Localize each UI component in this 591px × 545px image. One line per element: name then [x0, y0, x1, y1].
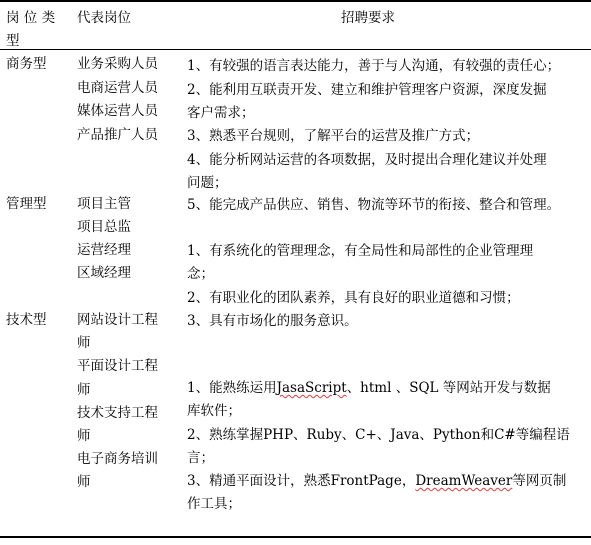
position-item: 项目总监 [77, 219, 131, 235]
header-type-line2: 型 [6, 33, 20, 49]
position-item: 产品推广人员 [77, 127, 158, 143]
position-item: 业务采购人员 [77, 56, 158, 72]
position-item: 师 [77, 382, 91, 398]
requirement-text: 等网页制 [512, 473, 567, 489]
position-item: 电商运营人员 [77, 80, 158, 96]
header-requirements: 招聘要求 [341, 10, 395, 26]
requirement-text: 1、能熟练运用 [187, 380, 277, 396]
requirement-line [187, 380, 551, 396]
requirement-line [187, 473, 566, 489]
position-item: 平面设计工程 [77, 358, 158, 374]
header-positions: 代表岗位 [77, 10, 131, 26]
requirement-line: 1、有较强的语言表达能力，善于与人沟通，有较强的责任心； [187, 58, 561, 74]
requirement-line: 4、能分析网站运营的各项数据，及时提出合理化建议并处理 [187, 152, 547, 168]
requirement-line: 3、熟悉平台规则，了解平台的运营及推广方式； [187, 128, 480, 144]
requirement-line: 作工具； [187, 496, 241, 512]
position-item: 运营经理 [77, 242, 131, 258]
position-item: 师 [77, 474, 91, 490]
requirement-line: 2、有职业化的团队素养，具有良好的职业道德和习惯； [187, 290, 520, 306]
spellcheck-word: JasaScript [276, 380, 347, 396]
requirement-line: 言； [187, 450, 214, 466]
requirement-line: 2、能利用互联责开发、建立和维护管理客户资源，深度发掘 [187, 82, 547, 98]
row-type-technical: 技术型 [6, 312, 47, 328]
position-item: 师 [77, 335, 91, 351]
position-item: 技术支持工程 [77, 405, 158, 421]
requirement-line: 问题； [187, 175, 228, 191]
spellcheck-word: DreamWeaver [415, 473, 513, 489]
requirement-line: 5、能完成产品供应、销售、物流等环节的衔接、整合和管理。 [187, 197, 561, 213]
requirement-text: 3、精通平面设计，熟悉FrontPage， [187, 473, 416, 489]
position-item: 项目主管 [77, 196, 131, 212]
row-type-management: 管理型 [6, 196, 47, 212]
table-bottom-border [0, 536, 591, 538]
requirement-line: 3、具有市场化的服务意识。 [187, 313, 358, 329]
requirement-line: 2、熟练掌握PHP、Ruby、C+、Java、Python和C#等编程语 [187, 427, 570, 443]
position-item: 媒体运营人员 [77, 103, 158, 119]
requirement-line: 念； [187, 266, 214, 282]
requirement-line: 客户需求； [187, 105, 255, 121]
row-type-business: 商务型 [6, 56, 47, 72]
requirement-line: 1、有系统化的管理理念，有全局性和局部性的企业管理理 [187, 243, 534, 259]
requirement-line: 库软件； [187, 403, 241, 419]
requirement-text: 、html 、SQL 等网站开发与数据 [346, 380, 551, 396]
header-divider [0, 49, 591, 50]
header-type-line1: 岗 位 类 [6, 10, 56, 26]
table-top-border [0, 0, 591, 2]
position-item: 电子商务培训 [77, 451, 158, 467]
position-item: 区域经理 [77, 265, 131, 281]
position-item: 网站设计工程 [77, 312, 158, 328]
position-item: 师 [77, 428, 91, 444]
